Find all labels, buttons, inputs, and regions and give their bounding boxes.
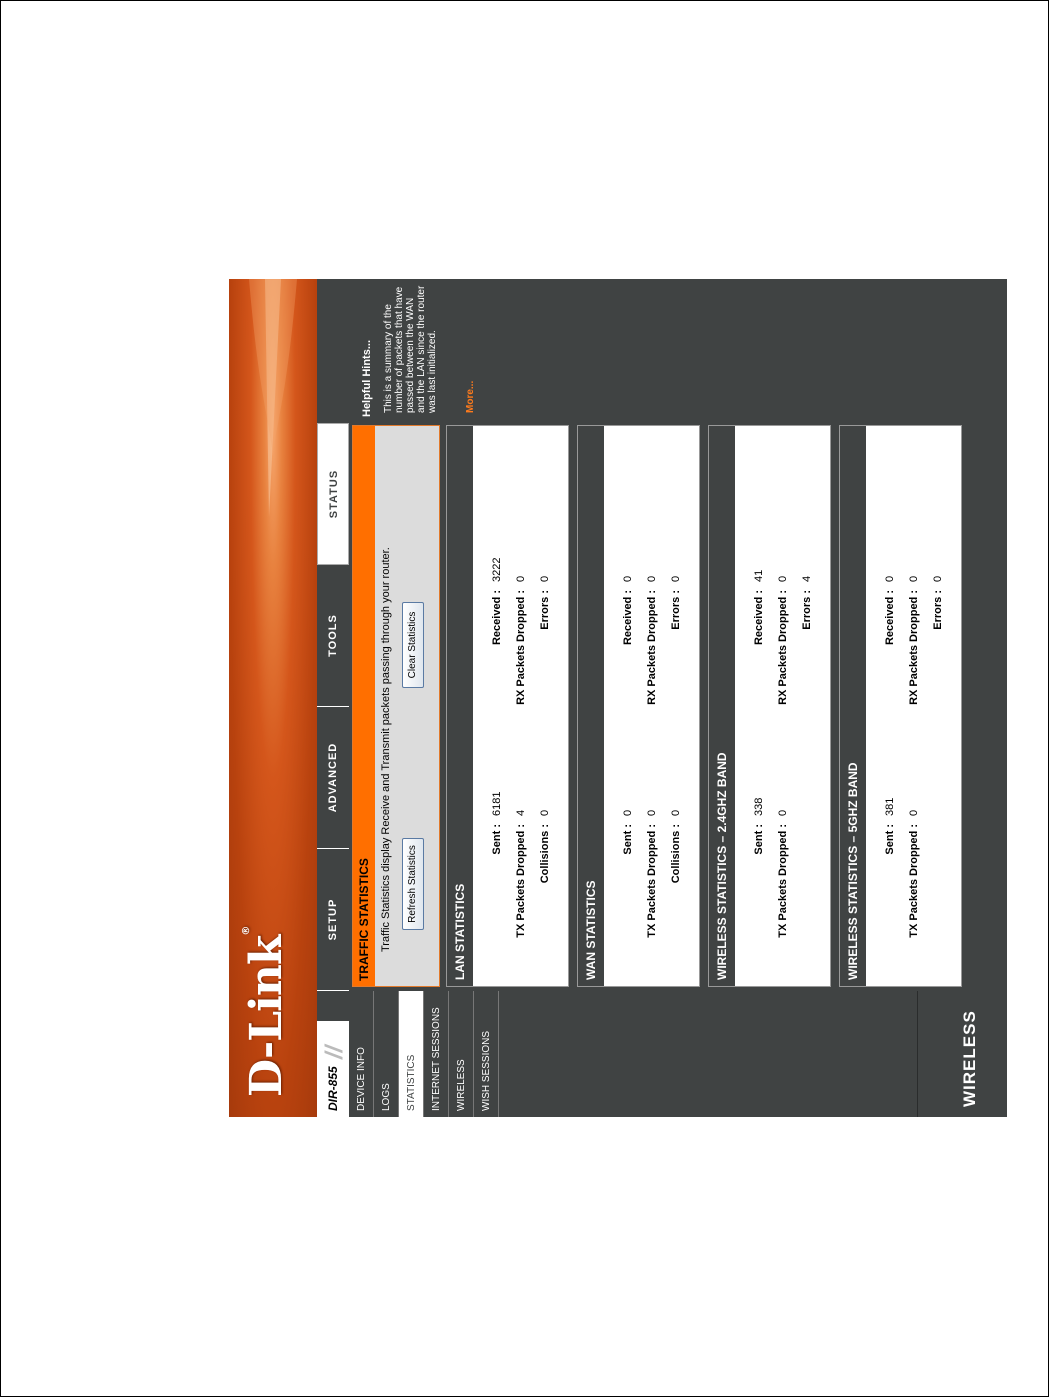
lan-sent-label: Sent : bbox=[491, 824, 503, 855]
wireless-5ghz-sent-value: 381 bbox=[884, 797, 896, 816]
wan-title: WAN STATISTICS bbox=[578, 426, 604, 986]
wireless-5ghz-sent-label: Sent : bbox=[884, 824, 896, 855]
wireless-5ghz-received-label: Received : bbox=[884, 590, 896, 646]
wan-received-value: 0 bbox=[622, 575, 634, 582]
lan-sent-value: 6181 bbox=[491, 791, 503, 816]
wan-sent-value: 0 bbox=[622, 809, 634, 816]
router-ui bbox=[229, 279, 1007, 1117]
lan-rx-dropped-label: RX Packets Dropped : bbox=[515, 590, 527, 705]
traffic-statistics-panel bbox=[352, 425, 440, 987]
wan-sent-label: Sent : bbox=[622, 824, 634, 855]
wireless-5ghz-errors-label: Errors : bbox=[932, 590, 944, 630]
wan-rx-dropped-value: 0 bbox=[646, 575, 658, 582]
wireless-5ghz-title: WIRELESS STATISTICS – 5GHZ BAND bbox=[840, 426, 866, 986]
tab-advanced[interactable]: ADVANCED bbox=[317, 707, 349, 849]
wireless-24ghz-tx-dropped-label: TX Packets Dropped : bbox=[777, 824, 789, 938]
wireless-24ghz-received-label: Received : bbox=[753, 590, 765, 646]
sidebar-item-internet-sessions[interactable]: INTERNET SESSIONS bbox=[424, 991, 449, 1117]
lan-received-value: 3222 bbox=[491, 557, 503, 582]
lan-tx-dropped-value: 4 bbox=[515, 809, 527, 816]
tab-status[interactable]: STATUS bbox=[317, 423, 349, 565]
header-banner bbox=[229, 279, 317, 1117]
wireless-24ghz-errors-label: Errors : bbox=[801, 590, 813, 630]
wireless-24ghz-rx-dropped-label: RX Packets Dropped : bbox=[777, 590, 789, 705]
wireless-24ghz-errors-value: 4 bbox=[801, 575, 813, 582]
lan-collisions-label: Collisions : bbox=[539, 824, 551, 884]
lan-errors-value: 0 bbox=[539, 575, 551, 582]
wan-received-label: Received : bbox=[622, 590, 634, 646]
model-name: DIR-855 bbox=[326, 1066, 340, 1111]
footer-brand bbox=[917, 991, 1007, 1117]
wireless-5ghz-tx-dropped-label: TX Packets Dropped : bbox=[908, 824, 920, 938]
tab-setup[interactable]: SETUP bbox=[317, 849, 349, 991]
wan-collisions-label: Collisions : bbox=[670, 824, 682, 884]
lan-rx-dropped-value: 0 bbox=[515, 575, 527, 582]
traffic-title: TRAFFIC STATISTICS bbox=[353, 426, 375, 986]
router-screenshot bbox=[229, 279, 1007, 1117]
sidebar-item-statistics[interactable]: STATISTICS bbox=[399, 991, 424, 1117]
lan-received-label: Received : bbox=[491, 590, 503, 646]
lan-tx-dropped-label: TX Packets Dropped : bbox=[515, 824, 527, 938]
wan-errors-label: Errors : bbox=[670, 590, 682, 630]
wireless-24ghz-sent-label: Sent : bbox=[753, 824, 765, 855]
wireless-5ghz-rx-dropped-value: 0 bbox=[908, 575, 920, 582]
wan-errors-value: 0 bbox=[670, 575, 682, 582]
wireless-wordmark: WIRELESS bbox=[960, 1010, 979, 1107]
main-content bbox=[349, 423, 1007, 991]
wireless-24ghz-rx-dropped-value: 0 bbox=[777, 575, 789, 582]
lan-collisions-value: 0 bbox=[539, 809, 551, 816]
model-badge bbox=[317, 1021, 350, 1117]
tab-support-spacer bbox=[321, 279, 349, 423]
refresh-statistics-button[interactable]: Refresh Statistics bbox=[402, 838, 424, 930]
wireless-24ghz-title: WIRELESS STATISTICS – 2.4GHZ BAND bbox=[709, 426, 735, 986]
sidebar-item-wish-sessions[interactable]: WISH SESSIONS bbox=[474, 991, 499, 1117]
lan-errors-label: Errors : bbox=[539, 590, 551, 630]
hints-more-link[interactable]: More... bbox=[465, 380, 476, 413]
model-slash-icon: // bbox=[321, 1045, 348, 1059]
wan-collisions-value: 0 bbox=[670, 809, 682, 816]
wireless-5ghz-statistics bbox=[839, 425, 962, 987]
wan-tx-dropped-label: TX Packets Dropped : bbox=[646, 824, 658, 938]
wireless-5ghz-tx-dropped-value: 0 bbox=[908, 809, 920, 816]
clear-statistics-button[interactable]: Clear Statistics bbox=[402, 602, 424, 688]
wan-tx-dropped-value: 0 bbox=[646, 809, 658, 816]
dlink-logo: D-Link® bbox=[241, 926, 292, 1097]
hints-title: Helpful Hints... bbox=[361, 340, 373, 417]
wan-rx-dropped-label: RX Packets Dropped : bbox=[646, 590, 658, 705]
helpful-hints-panel bbox=[317, 279, 1007, 423]
sidebar-item-device-info[interactable]: DEVICE INFO bbox=[349, 991, 374, 1117]
wireless-5ghz-rx-dropped-label: RX Packets Dropped : bbox=[908, 590, 920, 705]
wireless-24ghz-statistics bbox=[708, 425, 831, 987]
wireless-24ghz-tx-dropped-value: 0 bbox=[777, 809, 789, 816]
traffic-description: Traffic Statistics display Receive and Transmit packets passing through your router. bbox=[380, 547, 392, 952]
wireless-24ghz-sent-value: 338 bbox=[753, 797, 765, 816]
sidebar-item-wireless[interactable]: WIRELESS bbox=[449, 991, 474, 1117]
tab-tools[interactable]: TOOLS bbox=[317, 565, 349, 707]
wan-statistics bbox=[577, 425, 700, 987]
sidebar bbox=[349, 991, 1007, 1117]
wireless-5ghz-received-value: 0 bbox=[884, 575, 896, 582]
wireless-5ghz-errors-value: 0 bbox=[932, 575, 944, 582]
sidebar-item-logs[interactable]: LOGS bbox=[374, 991, 399, 1117]
lan-title: LAN STATISTICS bbox=[447, 426, 473, 986]
lan-statistics bbox=[446, 425, 569, 987]
hints-text: This is a summary of the number of packets that have passed between the WAN and the LAN since the router was last initialized. bbox=[383, 285, 438, 413]
wireless-24ghz-received-value: 41 bbox=[753, 569, 765, 582]
